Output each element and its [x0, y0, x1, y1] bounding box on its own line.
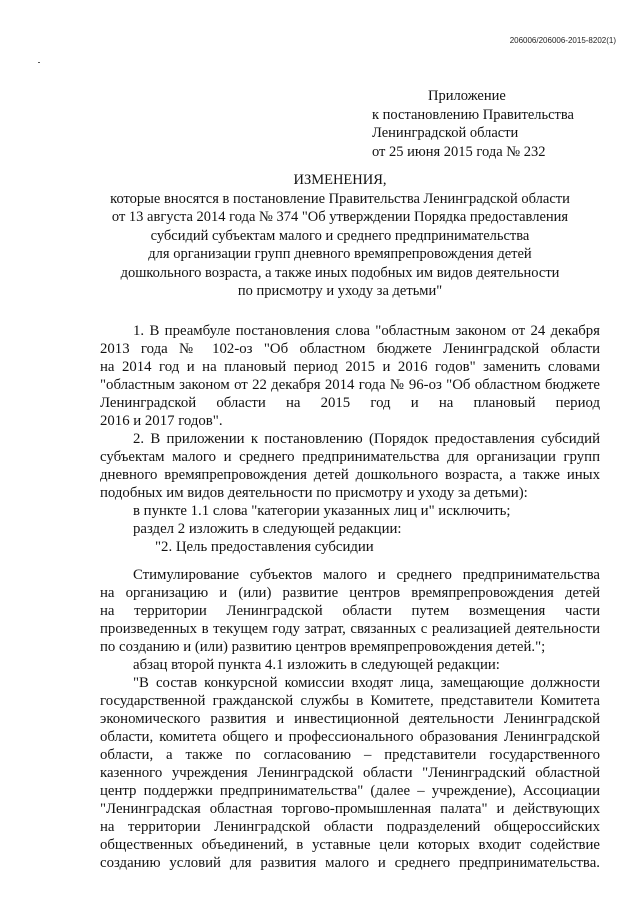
body-line: раздел 2 изложить в следующей редакции: — [133, 521, 402, 537]
appendix-line: к постановлению Правительства — [372, 106, 574, 123]
body-line: "В состав конкурсной комиссии входят лица, замещающие должности — [133, 675, 600, 691]
body-line: казенного учреждения Ленинградской области "Ленинградский областной — [100, 765, 600, 781]
body-line: на 2014 год и на плановый период 2015 и 2016 годов" заменить словами — [100, 359, 600, 375]
body-line: "Ленинградская областная торгово-промышленная палата" и действующих — [100, 801, 600, 817]
body-line: экономического развития и инвестиционной деятельности Ленинградской — [100, 711, 600, 727]
appendix-block — [372, 87, 574, 161]
body-line: "областным законом от 22 декабря 2014 года № 96-оз "Об областном бюджете — [100, 377, 600, 393]
heading-line: для организации групп дневного времяпрепровождения детей — [148, 246, 532, 262]
body-line: 2016 и 2017 годов". — [100, 413, 223, 429]
body-line: на территории Ленинградской области путем возмещения части — [100, 603, 600, 619]
heading-line: по присмотру и уходу за детьми" — [237, 283, 443, 299]
heading-line: субсидий субъектам малого и среднего предпринимательства — [150, 227, 530, 244]
body-line: на территории Ленинградской области подразделений общероссийских — [100, 819, 600, 835]
body-line: 1. В преамбуле постановления слова "областным законом от 24 декабря — [133, 323, 600, 339]
body-line: созданию условий для развития малого и среднего предпринимательства. — [100, 855, 600, 871]
body-line: в пункте 1.1 слова "категории указанных лиц и" исключить; — [133, 503, 511, 519]
body-line: государственной гражданской службы в Комитете, представители Комитета — [100, 693, 600, 709]
appendix-line: от 25 июня 2015 года № 232 — [372, 143, 546, 160]
body-line: Стимулирование субъектов малого и среднего предпринимательства — [133, 567, 600, 583]
body-line: по созданию и (или) развитию центров времяпрепровождения детей."; — [100, 639, 546, 655]
body-line: области, а также по согласованию – представители государственного — [100, 747, 600, 763]
scan-speck — [38, 62, 40, 63]
body-line: дневного времяпрепровождения детей дошкольного возраста, а также иных — [100, 467, 600, 483]
body-line: Ленинградской области на 2015 год и на плановый период — [100, 395, 600, 411]
body-line: подобных им видов деятельности по присмотру и уходу за детьми): — [100, 485, 528, 501]
body-line: центр поддержки предпринимательства" (далее – учреждение), Ассоциации — [100, 783, 600, 799]
body-line: произведенных в текущем году затрат, связанных с реализацией деятельности — [100, 621, 600, 637]
heading-title: ИЗМЕНЕНИЯ, — [293, 172, 387, 188]
document-heading — [60, 171, 620, 301]
body-line: на организацию и (или) развитие центров времяпрепровождения детей — [100, 585, 600, 601]
heading-line: которые вносятся в постановление Правительства Ленинградской области — [110, 190, 570, 207]
heading-line: дошкольного возраста, а также иных подобных им видов деятельности — [120, 264, 560, 281]
body-line: абзац второй пункта 4.1 изложить в следующей редакции: — [133, 657, 500, 673]
appendix-title: Приложение — [428, 88, 506, 104]
body-line: субъектам малого и среднего предпринимательства для организации групп — [100, 449, 600, 465]
heading-line: от 13 августа 2014 года № 374 "Об утверждении Порядка предоставления — [111, 209, 569, 225]
body-line: общественных объединений, в уставные цели которых входит содействие — [100, 837, 600, 853]
document-number: 206006/206006-2015-8202(1) — [509, 36, 616, 45]
appendix-line: Ленинградской области — [372, 125, 519, 141]
body-line: 2013 года № 102-оз "Об областном бюджете Ленинградской области — [100, 341, 600, 357]
section-heading: "2. Цель предоставления субсидии — [155, 539, 374, 555]
body-line: области, комитета общего и профессионального образования Ленинградской — [100, 729, 600, 745]
body-line: 2. В приложении к постановлению (Порядок предоставления субсидий — [133, 431, 600, 447]
